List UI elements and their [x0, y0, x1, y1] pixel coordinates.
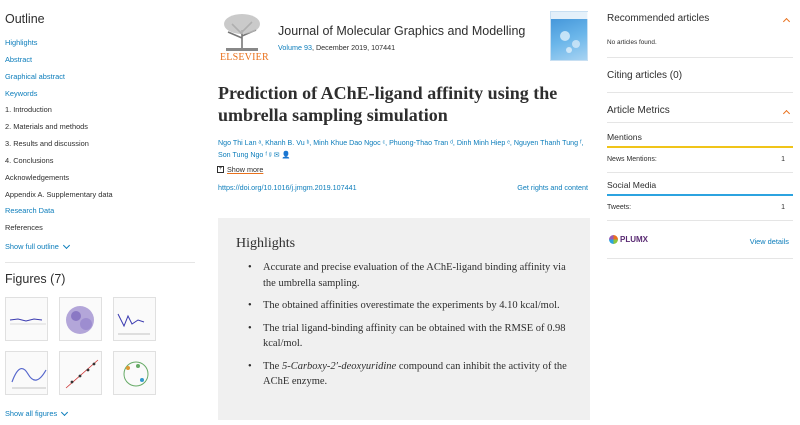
- figure-thumbnail[interactable]: [5, 297, 48, 341]
- figure-thumbnail[interactable]: [113, 297, 156, 341]
- view-details-link[interactable]: [750, 237, 789, 246]
- figures-title: Figures (7): [5, 272, 66, 286]
- outline-item[interactable]: 3. Results and discussion: [5, 139, 89, 149]
- outline-item[interactable]: References: [5, 223, 43, 233]
- highlights-list: [248, 260, 578, 397]
- correlation-plot-thumbnail-icon: [60, 352, 102, 395]
- outline-item[interactable]: Abstract: [5, 54, 33, 64]
- outline-item[interactable]: Research Data: [5, 206, 55, 216]
- chevron-up-icon[interactable]: [783, 18, 790, 25]
- outline-item[interactable]: Keywords: [5, 88, 38, 98]
- volume-link[interactable]: Volume 93: [278, 43, 312, 52]
- protein-structure-thumbnail-icon: [60, 298, 102, 341]
- rights-link[interactable]: Get rights and content: [517, 183, 588, 192]
- outline-title: Outline: [5, 12, 45, 26]
- highlight-item: • The 5-Carboxy-2′-deoxyuridine compound can inhibit the activity of the AChE enzyme.: [248, 359, 578, 390]
- doi-link[interactable]: https://doi.org/10.1016/j.jmgm.2019.107441: [218, 183, 357, 192]
- journal-cover-image[interactable]: [550, 11, 588, 61]
- plumx-logo[interactable]: [609, 235, 648, 244]
- figure-thumbnail[interactable]: [113, 351, 156, 395]
- journal-meta: [278, 43, 395, 52]
- tweets-label: Tweets:: [607, 204, 632, 211]
- highlights-section: [218, 218, 590, 420]
- show-more-label: Show more: [227, 165, 264, 174]
- chevron-up-icon[interactable]: [783, 110, 790, 117]
- plumx-icon: [609, 235, 618, 244]
- tweets-value: 1: [781, 204, 785, 211]
- author-list[interactable]: Ngo Thi Lan ᵃ, Khanh B. Vu ᵇ, Minh Khue Dao Ngoc ᶜ, Phuong-Thao Tran ᵈ, Dinh Minh Hiep ᵉ, Nguyen Thanh Tung ᶠ, Son Tung Ngo ᶠ ᵍ ✉ 👤: [218, 139, 584, 159]
- energy-curve-thumbnail-icon: [6, 352, 48, 395]
- figure-thumbnail[interactable]: [59, 351, 102, 395]
- issue-date: , December 2019, 107441: [311, 43, 396, 52]
- news-mentions-label: News Mentions:: [607, 156, 657, 163]
- divider: [607, 172, 793, 173]
- divider: [5, 262, 195, 263]
- outline-item[interactable]: Appendix A. Supplementary data: [5, 189, 113, 199]
- show-more-button[interactable]: [217, 165, 263, 174]
- publisher-name: ELSEVIER: [220, 52, 269, 63]
- divider: [607, 258, 793, 259]
- highlights-title: Highlights: [236, 236, 296, 251]
- plus-icon: +: [218, 166, 223, 172]
- mentions-title: Mentions: [607, 132, 642, 142]
- outline-item[interactable]: 2. Materials and methods: [5, 122, 88, 132]
- show-outline-label: Show full outline: [5, 242, 59, 251]
- citing-articles-title[interactable]: Citing articles (0): [607, 70, 683, 81]
- mentions-bar: [607, 146, 793, 148]
- outline-item[interactable]: 1. Introduction: [5, 105, 52, 115]
- social-media-title: Social Media: [607, 180, 657, 190]
- divider: [607, 220, 793, 221]
- highlight-item: • The trial ligand-binding affinity can be obtained with the RMSE of 0.98 kcal/mol.: [248, 321, 578, 352]
- highlight-item: • Accurate and precise evaluation of the AChE-ligand binding affinity via the umbrella sampling.: [248, 260, 578, 291]
- figure-thumbnail[interactable]: [59, 297, 102, 341]
- article-main: [215, 0, 593, 425]
- news-mentions-value: 1: [781, 156, 785, 163]
- left-sidebar: [0, 0, 200, 425]
- divider: [607, 122, 793, 123]
- no-articles-text: No articles found.: [607, 39, 657, 46]
- journal-title[interactable]: Journal of Molecular Graphics and Modelling: [278, 24, 526, 38]
- view-details-label: View details: [749, 237, 789, 246]
- right-sidebar: [607, 0, 793, 425]
- outline-list: [5, 38, 113, 240]
- divider: [607, 92, 793, 93]
- show-full-outline-button[interactable]: [5, 242, 69, 251]
- outline-item[interactable]: Acknowledgements: [5, 172, 70, 182]
- chevron-down-icon: [63, 241, 70, 248]
- chevron-down-icon: [61, 408, 68, 415]
- recommended-articles-title[interactable]: Recommended articles: [607, 13, 710, 24]
- figure-thumbnail[interactable]: [5, 351, 48, 395]
- show-figures-label: Show all figures: [5, 409, 58, 418]
- article-metrics-title[interactable]: Article Metrics: [607, 105, 670, 116]
- binding-diagram-thumbnail-icon: [114, 352, 156, 395]
- social-media-bar: [607, 194, 793, 196]
- displacement-plot-thumbnail-icon: [114, 298, 156, 341]
- highlight-item: • The obtained affinities overestimate the experiments by 4.10 kcal/mol.: [248, 298, 578, 314]
- outline-item[interactable]: Graphical abstract: [5, 71, 65, 81]
- outline-item[interactable]: Highlights: [5, 38, 38, 47]
- cover-graphic-icon: [551, 12, 589, 62]
- outline-item[interactable]: 4. Conclusions: [5, 155, 54, 165]
- show-all-figures-button[interactable]: [5, 409, 67, 418]
- plumx-label: PLUMX: [620, 235, 648, 244]
- line-plot-thumbnail-icon: [6, 298, 48, 341]
- article-title: Prediction of AChE-ligand affinity using the umbrella sampling simulation: [218, 83, 558, 125]
- divider: [607, 57, 793, 58]
